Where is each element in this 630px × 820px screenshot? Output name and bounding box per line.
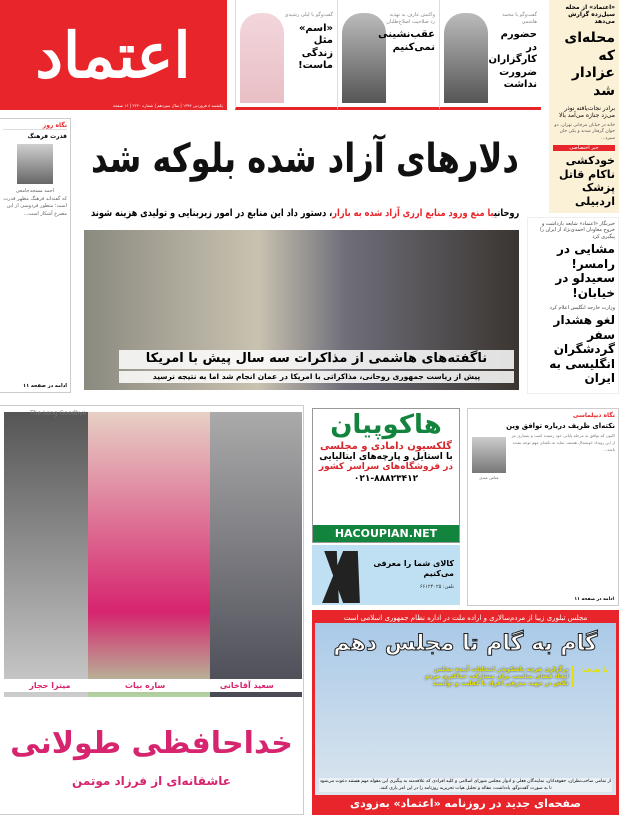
section-label: نگاه دیپلماسی bbox=[573, 412, 616, 419]
goal-item: برگزاری هرچه باشکوه‌تر انتخابات آینده مجلس bbox=[435, 666, 570, 673]
newspaper-logo: اعتماد bbox=[36, 18, 192, 92]
column-title: قدرت فرهنگ bbox=[28, 133, 68, 140]
teaser-kicker: گفت‌وگو با لیلی رشیدی bbox=[285, 12, 334, 18]
ad-line: گلکسیون دامادی و مجلسی bbox=[320, 440, 453, 452]
story-kicker: خبرنگار «اعتماد» شایعه بازداشت و خروج معاونان احمدی‌نژاد از ایران را پیگیری کرد bbox=[541, 220, 616, 240]
teaser-photo bbox=[241, 13, 285, 103]
ad-phone: ۰۲۱-۸۸۸۲۳۴۱۲ bbox=[354, 473, 420, 484]
teaser-title: حضورم در کارگزاران ضرورت نداشت bbox=[489, 29, 538, 90]
goals-label: با هدف: bbox=[581, 666, 609, 674]
actor-photo bbox=[89, 412, 211, 697]
actor-name: میترا حجار bbox=[30, 681, 72, 690]
teaser-photo bbox=[445, 13, 489, 103]
hacoupian-advertisement[interactable] bbox=[313, 408, 461, 543]
subhead-highlight: با منع ورود منابع ارزی آزاد شده به بازار bbox=[333, 208, 495, 219]
teaser-title: «اسم» مثل زندگی ماست! bbox=[299, 22, 334, 71]
movie-english-title: The Long Goodbye bbox=[31, 410, 88, 417]
subhead-line bbox=[92, 207, 520, 220]
dateline: یکشنبه ۸ فروردین ۱۳۹۴ | سال سیزدهم | شماره ۳۲۴۰ | ۱۶ صفحه bbox=[113, 103, 224, 108]
story-body: خانه در خیابان مرجانی تهران. دو جوان گرفتار شدند و یکی جان سپرد... bbox=[555, 123, 616, 141]
goal-item: ایجاد فضای مناسب برای مشارکت حداکثری مردم bbox=[425, 673, 570, 680]
sidebar-stories bbox=[528, 217, 620, 395]
ad-phone: تلفن: ۶۶۱۲۴۰۲۵ bbox=[420, 583, 455, 590]
teaser-text bbox=[379, 12, 436, 54]
section-label: نگاه روز bbox=[4, 122, 68, 130]
story-sub: برادر نجات‌یافته نوذر می‌زد جنازه می‌آمد بالا bbox=[559, 105, 616, 119]
right-column bbox=[528, 0, 620, 402]
subhead-text: ، دستور داد این منابع در امور زیربنایی و تولیدی هزینه شوند bbox=[91, 208, 334, 219]
teaser-hashemi[interactable] bbox=[440, 0, 542, 110]
column-body: که گفته‌اند فرهنگ مظهر قدرت است؛ منظور فردوسی از این مصرع آشکار است... bbox=[4, 195, 68, 217]
businessmen-silhouette-icon bbox=[321, 551, 363, 603]
subhead-text: روحانی bbox=[494, 208, 520, 219]
sidebar-story-flood[interactable] bbox=[550, 0, 620, 213]
author-photo bbox=[473, 437, 507, 473]
story-title-2: خودکشی ناکام قاتل پزشک اردبیلی bbox=[560, 153, 616, 209]
masthead bbox=[0, 0, 228, 110]
story-title[interactable]: مشایی در رامسر! سعیدلو در خیابان! bbox=[556, 242, 616, 300]
invitation-text: از تمامی صاحب‌نظران، حقوقدانان، نمایندگان فعلی و ادوار مجلس شورای اسلامی و کلیه افرادی که علاقه‌مند به پیگیری این مقوله مهم هستند دعوت می‌شود تا به صورت گفت‌وگو، یادداشت، مقاله و تحلیل هیات تحریریه روزنامه را در این امر یاری کنند. bbox=[320, 778, 613, 791]
movie-title: خداحافظی طولانی bbox=[11, 726, 294, 761]
caption-sub: پیش از ریاست جمهوری روحانی، مذاکراتی با امریکا در عمان انجام شد اما به نتیجه نرسید bbox=[153, 371, 482, 381]
story-title: محله‌ای که عزادار شد bbox=[565, 30, 616, 99]
majlis-announcement[interactable] bbox=[313, 610, 620, 815]
movie-advertisement[interactable] bbox=[0, 405, 305, 815]
author-name: احمد مسجدجامعی bbox=[16, 188, 56, 194]
lead-headline[interactable] bbox=[90, 135, 520, 183]
story-kicker: «اعتماد» از محله سیل‌زده گزارش می‌دهد bbox=[566, 4, 616, 25]
ad-line: در فروشگاه‌های سراسر کشور bbox=[319, 461, 455, 472]
teaser-kicker: واکنش عارف به تهدید رد صلاحیت اصلاح‌طلبان bbox=[387, 12, 436, 25]
photo-caption[interactable] bbox=[120, 350, 515, 383]
actor-names bbox=[1, 679, 304, 692]
continued-link[interactable]: ادامه در صفحه ۱۱ bbox=[24, 383, 68, 389]
announcement-top: مجلس تبلوری زیبا از مردم‌سالاری و اراده ملت در اداره نظام جمهوری اسلامی است bbox=[316, 613, 617, 623]
teaser-title: عقب‌نشینی نمی‌کنیم bbox=[379, 29, 436, 53]
caption-title-row bbox=[120, 350, 515, 369]
ad-line: با استایل و پارچه‌های ایتالیایی bbox=[320, 451, 454, 462]
caption-title: ناگفته‌های هاشمی از مذاکرات سه سال پیش با امریکا bbox=[146, 351, 489, 366]
ad-website[interactable]: HACOUPIAN.NET bbox=[314, 525, 460, 542]
column-body: اکنون که توافق به مرحله پایانی خود رسیده است و بسیاری نیز از این رویداد خوشحال هستند، شاید به نکته‌ای مهم توجه نشده باشد... bbox=[512, 433, 616, 452]
actor-name: سعید آقاخانی bbox=[220, 681, 275, 690]
lead-subhead bbox=[90, 207, 520, 220]
teaser-photo bbox=[343, 13, 387, 103]
goal-item: تلاش در جهت معرفی افراد با کفایت و توانمند bbox=[433, 680, 570, 687]
brand-logo: هاکوپیان bbox=[331, 410, 443, 440]
teaser-rashidi[interactable] bbox=[236, 0, 338, 110]
classified-advertisement[interactable] bbox=[313, 545, 461, 605]
announcement-title: گام به گام تا مجلس دهم bbox=[334, 631, 599, 656]
story-kicker: وزارت خارجه انگلیس اعلام کرد bbox=[550, 304, 616, 311]
actor-photo bbox=[211, 412, 303, 697]
teaser-aref[interactable] bbox=[338, 0, 440, 110]
story-title[interactable]: لغو هشدار سفر گردشگران انگلیسی به ایران bbox=[550, 313, 616, 386]
diplomacy-column[interactable] bbox=[468, 408, 620, 606]
announcement-footer: صفحه‌ای جدید در روزنامه «اعتماد» به‌زودی bbox=[316, 795, 617, 812]
continued-link[interactable]: ادامه در صفحه ۱۱ bbox=[575, 597, 615, 602]
teaser-kicker: گفت‌وگو با محمد هاشمی bbox=[503, 12, 538, 25]
goals-list bbox=[336, 666, 609, 687]
teaser-text bbox=[284, 12, 334, 73]
column-title: نکته‌ای ظریف درباره توافق وین bbox=[507, 422, 616, 430]
headline-text: دلارهای آزاد شده بلوکه شد bbox=[92, 136, 520, 182]
ad-title: کالای شما را معرفی می‌کنیم bbox=[374, 559, 455, 579]
actor-name: ساره بیات bbox=[125, 681, 167, 690]
actor-photo bbox=[5, 412, 89, 697]
movie-byline: عاشقانه‌ای از فرزاد موتمن bbox=[73, 774, 232, 788]
ad-text bbox=[368, 559, 455, 590]
caption-sub-row bbox=[120, 371, 515, 383]
exclusive-label: خبر اختصاصی bbox=[554, 145, 616, 151]
author-name: عباس عبدی bbox=[480, 475, 500, 480]
